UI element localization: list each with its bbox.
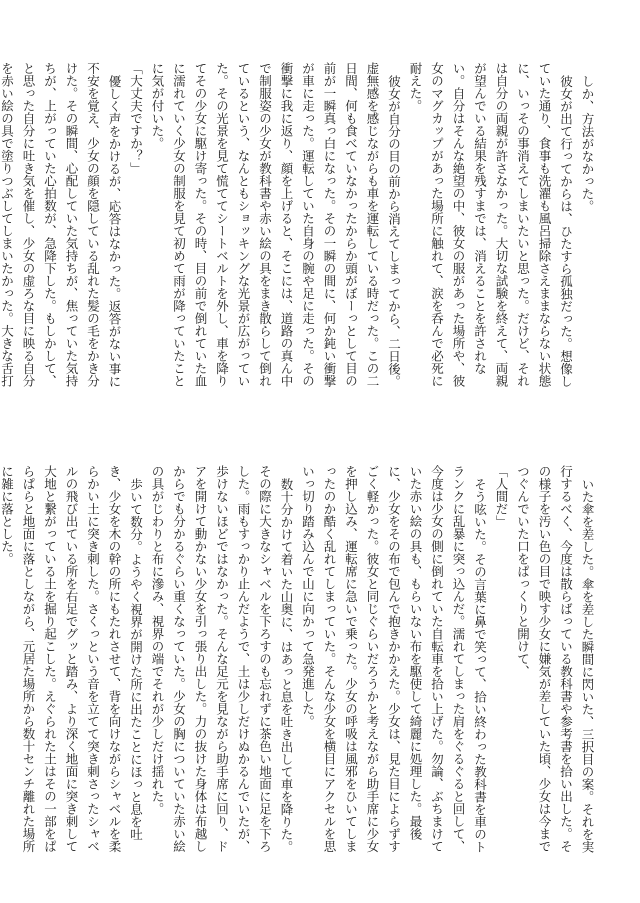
lower-paragraph: いた傘を差した。傘を差した瞬間に閃いた、三択目の案。それを実行するべく、今度は散らばっている教科書や参考書を拾い出した。その様子を汚い色の目で映す少女に嫌気が差していた頃、少女は今までつぐんでいた口をぱっくりと開けて、 bbox=[515, 465, 595, 853]
upper-paragraph: 彼女が出て行ってからは、ひたすら孤独だった。想像していた通り、食事も洗濯も風呂掃除さえままならない状態に、いっその事消えてしまいたいと思った。だけど、それは自分の両親が許さなかった。大切な試験を終えて、両親が望んでいる結果を残すまでは、消えることを許されない。自分はそんな絶望の中、彼女の服があった場所や、彼女のマグカップがあった場所に触れて、涙を呑んで必死に耐えた。 bbox=[408, 62, 574, 387]
lower-paragraph: 歩いて数分。ようやく視界が開けた所に出たことにほっと息を吐き、少女を木の幹の所にもたれさせて、背を向けながらシャベルを柔らかい土に突き刺した。さくっという音を立てて突き刺さったシャベルの飛び出ている所を右足でグッと踏み、より深く地面に突き刺して大地と繋がっている土を掘り起こした。えぐられた土はその一部をぱらぱらと地面に落としながら、元居た場所から数十センチ離れた場所に雑に落とした。 bbox=[0, 465, 144, 853]
lower-text-block bbox=[0, 465, 598, 860]
upper-paragraph: しか、方法がなかった。 bbox=[580, 74, 595, 212]
upper-paragraph: 彼女が自分の目の前から消えてしまってから、二日後。虚無感を感じながらも車を運転している時だった。この二日間、何も食べていなかったからか頭がぼーっとして目の前が一瞬真っ白になった。その一瞬の間に、何か鈍い衝撃が車に走った。運転していた自身の腕や足に走った。その衝撃に我に返り、顔を上げると、そこには、道路の真ん中で制服姿の少女が教科書や赤い絵の具をまき散らして倒れているという、なんともショッキングな光景が広がっていた。その光景を見て慌ててシートベルトを外し、車を降りてその少女に駆け寄った。その時、目の前で倒れていた血に濡れていく少女の制服を見て初めて雨が降っていたことに気が付いた。 bbox=[150, 62, 402, 387]
upper-paragraph: 優しく声をかけるが、応答はなかった。返答がない事に不安を覚え、少女の顔を隠している乱れた髪の毛をかき分けた。その瞬間、心配していた気持ちが、焦っていた気持ちが、上がっていた心拍数が、急降下した。もしかして、と思った自分に吐き気を催し、少女の虚ろな目に映る自分を赤い絵の具で塗りつぶしてしまいたかった。大きな舌打 bbox=[0, 62, 122, 387]
upper-text-block bbox=[0, 62, 598, 392]
lower-paragraph: 数十分かけて着いた山奥に、はあっと息を吐き出して車を降りた。その際に大きなシャベルを下ろすのも忘れずに茶色い地面に足を下ろした。雨もすっかり止んだようで、土は少しだけぬかるんでいたが、歩けないほどではなかった。そんな足元を見ながら助手席に回り、ドアを開けて動かない少女を引っ張り出した。力の抜けた身体は布越しからでも分かるぐらい重くなっていた。少女の胸についていた赤い絵の具がじわりと布に滲み、視界の端でそれが少しだけ揺れた。 bbox=[150, 465, 294, 853]
lower-dialogue-line: 「人間だ」 bbox=[494, 465, 509, 528]
upper-dialogue-line: 「大丈夫ですか？」 bbox=[128, 62, 144, 175]
lower-paragraph: そう呟いた。その言葉に鼻で笑って、拾い終わった教科書を車のトランクに乱暴に突っ込んだ。濡れてしまった肩をぐるぐると回して、今度は少女の側に倒れていた自転車を拾い上げた。勿論、ぶちまけていた赤い絵の具も、もらいない布を駆使して綺麗に処理した。最後に、少女をその布で包んで抱きかかえた。少女は、見た目によらずすごく軽かった。彼女と同じぐらいだろうかと考えながら助手席に少女を押し込み、運転席に急いで乗った。少女の呼吸は風邪をひいてしまったのか酷く乱れてしまっていた。そんな少女を横目にアクセルを思いっ切り踏み込んで山に向かって急発進した。 bbox=[300, 465, 488, 853]
